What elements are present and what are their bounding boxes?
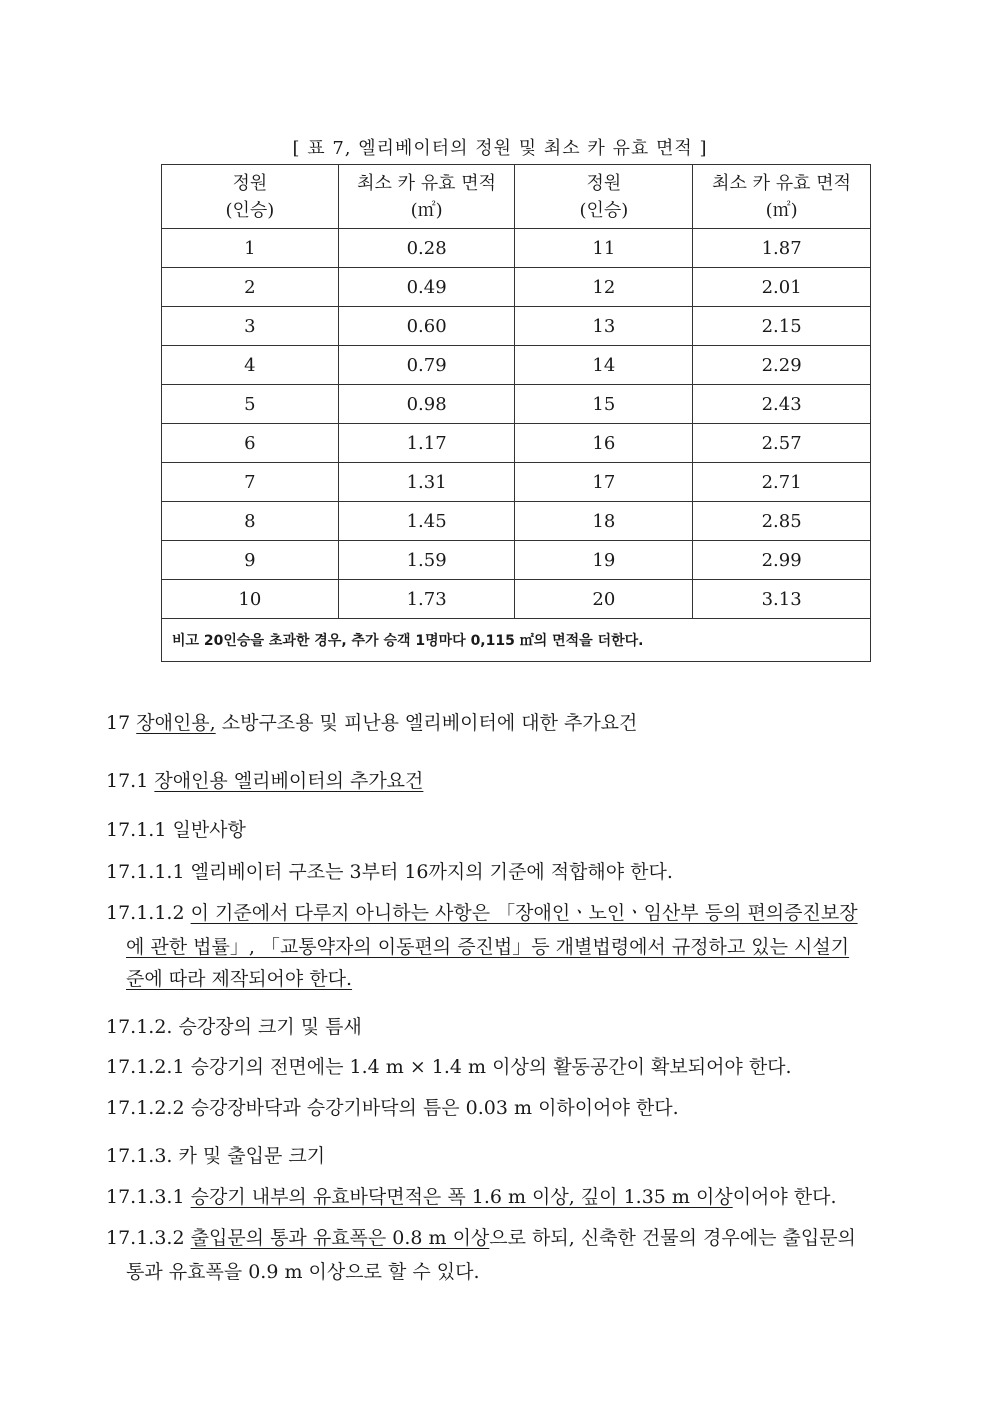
table-row <box>162 307 871 346</box>
section-17-1-2-heading: 17.1.2. 승강장의 크기 및 틈새 <box>106 1016 362 1038</box>
table-cell: 1 <box>162 229 339 268</box>
table-cell: 12 <box>515 268 693 307</box>
section-17-1-1-1: 17.1.1.1 엘리베이터 구조는 3부터 16까지의 기준에 적합해야 한다. <box>106 861 673 883</box>
section-17-1-3-heading: 17.1.3. 카 및 출입문 크기 <box>106 1145 326 1167</box>
table-row <box>162 541 871 580</box>
section-17-1-1-2-line2: 에 관한 법률」, 「교통약자의 이동편의 증진법」등 개별법령에서 규정하고 있는 시설기 <box>126 936 850 958</box>
table-cell: 2.99 <box>693 541 871 580</box>
table-row <box>162 385 871 424</box>
table-cell: 0.60 <box>338 307 515 346</box>
table-row <box>162 229 871 268</box>
section-17-1-1-2-line3: 준에 따라 제작되어야 한다. <box>126 968 353 990</box>
table-cell: 1.31 <box>338 463 515 502</box>
table-cell: 17 <box>515 463 693 502</box>
table-cell: 7 <box>162 463 339 502</box>
table-row <box>162 580 871 619</box>
section-17-1-3-2-line2: 통과 유효폭을 0.9 m 이상으로 할 수 있다. <box>126 1261 480 1283</box>
table-note: 비고 20인승을 초과한 경우, 추가 승객 1명마다 0,115 ㎡의 면적을 더한다. <box>162 619 871 662</box>
table-cell: 3.13 <box>693 580 871 619</box>
table-cell: 0.98 <box>338 385 515 424</box>
header-capacity: 정원 (인승) <box>515 165 693 229</box>
table-cell: 14 <box>515 346 693 385</box>
table-cell: 2.01 <box>693 268 871 307</box>
table-cell: 4 <box>162 346 339 385</box>
table-cell: 18 <box>515 502 693 541</box>
table-cell: 0.49 <box>338 268 515 307</box>
table-cell: 2 <box>162 268 339 307</box>
header-capacity: 정원 (인승) <box>162 165 339 229</box>
table-cell: 3 <box>162 307 339 346</box>
table-row <box>162 463 871 502</box>
table-cell: 5 <box>162 385 339 424</box>
section-17-1-3-1: 17.1.3.1 승강기 내부의 유효바닥면적은 폭 1.6 m 이상, 깊이 1.35 m 이상이어야 한다. <box>106 1186 837 1208</box>
table-caption: [ 표 7, 엘리베이터의 정원 및 최소 카 유효 면적 ] <box>292 138 708 159</box>
table-cell: 15 <box>515 385 693 424</box>
table-row <box>162 346 871 385</box>
table-cell: 2.57 <box>693 424 871 463</box>
table-cell: 2.15 <box>693 307 871 346</box>
section-17-1-2-2: 17.1.2.2 승강장바닥과 승강기바닥의 틈은 0.03 m 이하이어야 한다. <box>106 1097 679 1119</box>
table-header-row <box>162 165 871 229</box>
table-cell: 1.45 <box>338 502 515 541</box>
table-cell: 1.87 <box>693 229 871 268</box>
table-cell: 2.43 <box>693 385 871 424</box>
table-cell: 2.85 <box>693 502 871 541</box>
table-cell: 0.28 <box>338 229 515 268</box>
table-cell: 0.79 <box>338 346 515 385</box>
table-cell: 20 <box>515 580 693 619</box>
table-cell: 2.29 <box>693 346 871 385</box>
table-cell: 1.17 <box>338 424 515 463</box>
table-cell: 10 <box>162 580 339 619</box>
table-cell: 1.59 <box>338 541 515 580</box>
table-cell: 6 <box>162 424 339 463</box>
table-row <box>162 502 871 541</box>
table-cell: 13 <box>515 307 693 346</box>
section-17-1-1-heading: 17.1.1 일반사항 <box>106 819 246 841</box>
table-cell: 19 <box>515 541 693 580</box>
table-row <box>162 424 871 463</box>
table-cell: 2.71 <box>693 463 871 502</box>
table-cell: 16 <box>515 424 693 463</box>
table-cell: 1.73 <box>338 580 515 619</box>
table-cell: 11 <box>515 229 693 268</box>
section-17-1-2-1: 17.1.2.1 승강기의 전면에는 1.4 m × 1.4 m 이상의 활동공간이 확보되어야 한다. <box>106 1056 792 1078</box>
elevator-capacity-table <box>161 164 871 662</box>
table-note-row <box>162 619 871 662</box>
section-17-1-heading: 17.1 장애인용 엘리베이터의 추가요건 <box>106 770 424 792</box>
section-17-heading: 17 장애인용, 소방구조용 및 피난용 엘리베이터에 대한 추가요건 <box>106 712 638 734</box>
header-min-area: 최소 카 유효 면적 (㎡) <box>338 165 515 229</box>
table-cell: 8 <box>162 502 339 541</box>
section-17-1-3-2: 17.1.3.2 출입문의 통과 유효폭은 0.8 m 이상으로 하되, 신축한 건물의 경우에는 출입문의 <box>106 1227 856 1249</box>
table-cell: 9 <box>162 541 339 580</box>
header-min-area: 최소 카 유효 면적 (㎡) <box>693 165 871 229</box>
section-17-1-1-2: 17.1.1.2 이 기준에서 다루지 아니하는 사항은 「장애인ㆍ노인ㆍ임산부 등의 편의증진보장 <box>106 902 858 924</box>
table-row <box>162 268 871 307</box>
